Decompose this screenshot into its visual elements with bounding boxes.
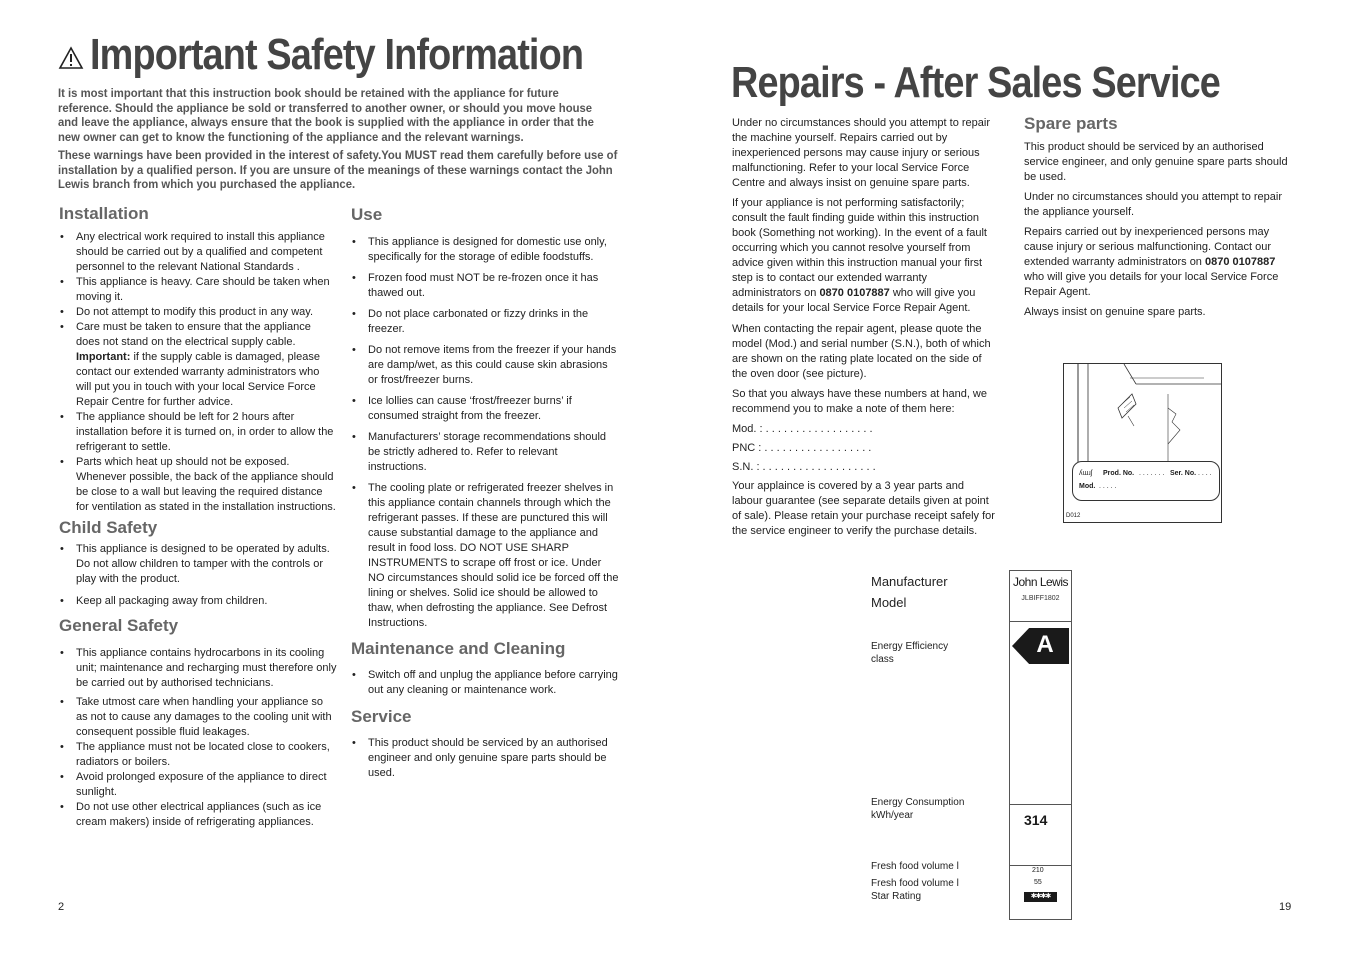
fresh-volume-value-1: 210 (1032, 867, 1044, 874)
energy-label-panel (1009, 570, 1072, 920)
child-safety-heading: Child Safety (59, 518, 158, 537)
list-item (59, 320, 337, 410)
service-list (351, 736, 619, 781)
repairs-paragraph-2-a: If your appliance is not performing satisfactorily; consult the fault finding guide within this instruction book (Something not working). In the event of a fault occurring which you cannot resolve yourself from advice given within this instruction manual your first step is to contact our extended warranty administrators on (732, 197, 987, 299)
installation-list (59, 230, 337, 515)
list-item: • Keep all packaging away from children. (59, 594, 337, 609)
spare-parts-heading: Spare parts (1024, 114, 1118, 133)
list-item: • Ice lollies can cause ‘frost/freezer burns’ if consumed straight from the freezer. (351, 394, 619, 424)
plate-ser-label: Ser. No. (1170, 470, 1197, 477)
left-column (59, 204, 337, 830)
list-item: • Switch off and unplug the appliance before carrying out any cleaning or maintenance work. (351, 668, 619, 698)
consumption-label: Energy Consumption kWh/year (871, 797, 965, 821)
repairs-column (732, 116, 997, 539)
plate-mod-dots: . . . . . (1099, 483, 1117, 490)
list-item: • This appliance is heavy. Care should be taken when moving it. (59, 275, 337, 305)
list-item: • Parts which heat up should not be exposed. Whenever possible, the back of the appliance should be close to a wall but leaving the required distance for ventilation as stated in the installation instructions. (59, 455, 337, 515)
repairs-paragraph-2 (732, 196, 997, 316)
intro-paragraph-1: It is most important that this instruction book should be retained with the appliance for future reference. Should the appliance be sold or transferred to another owner, or should you move house and leave the appliance, always ensure that the book is supplied with the appliance in order that the new owner can get to know the functioning of the appliance and the relevant warnings. (58, 86, 594, 144)
repairs-paragraph-1: Under no circumstances should you attempt to repair the machine yourself. Repairs carried out by inexperienced persons may cause injury or serious malfunctioning. Refer to your local Service Force Centre and always insist on genuine spare parts. (732, 117, 991, 189)
sn-line: S.N. : . . . . . . . . . . . . . . . . . . . (732, 461, 876, 473)
rating-plate-illustration (1063, 363, 1222, 523)
fresh-volume-label-1: Fresh food volume l (871, 861, 959, 872)
intro-paragraph-2: These warnings have been provided in the interest of safety.You MUST read them carefully before use of installation by a qualified person. If you are unsure of the meanings of these warnings contact the John Lewis branch from which you purchased the appliance. (58, 148, 618, 192)
spare-parts-column (1024, 114, 1296, 320)
use-list (351, 235, 619, 631)
spare-paragraph-3-a: Repairs carried out by inexperienced persons may cause injury or serious malfunctioning. Contact our extended warranty administrators on (1024, 226, 1272, 268)
list-item: • This appliance is designed for domestic use only, specifically for the storage of edible foodstuffs. (351, 235, 619, 265)
phone-number: 0870 0107887 (819, 287, 890, 299)
spare-paragraph-3-b: who will give you details for your local Service Force Repair Agent. (1024, 271, 1279, 298)
list-item: • Any electrical work required to install this appliance should be carried out by a qualified and competent personnel to the relevant National Standards . (59, 230, 337, 275)
repairs-paragraph-4: So that you always have these numbers at hand, we recommend you to make a note of them here: (732, 388, 987, 415)
service-heading: Service (351, 707, 412, 726)
plate-logo-icon: ʎɯɹʃ (1079, 470, 1093, 477)
list-item: • Do not place carbonated or fizzy drinks in the freezer. (351, 307, 619, 337)
pnc-line: PNC : . . . . . . . . . . . . . . . . . . (732, 442, 872, 454)
fresh-volume-label-2: Fresh food volume l (871, 878, 959, 889)
list-item: • The appliance should be left for 2 hours after installation before it is turned on, in order to allow the refrigerant to settle. (59, 410, 337, 455)
energy-consumption-value: 314 (1024, 812, 1048, 828)
fresh-volume-value-2: 55 (1034, 879, 1042, 886)
list-item: • Avoid prolonged exposure of the appliance to direct sunlight. (59, 770, 337, 800)
mod-line: Mod. : . . . . . . . . . . . . . . . . . . (732, 423, 873, 435)
plate-ser-dots: . . . . (1198, 470, 1212, 477)
divider (1010, 621, 1071, 622)
model-label: Model (871, 595, 907, 610)
maintenance-list (351, 668, 619, 698)
middle-column (351, 205, 619, 781)
plate-code: D012 (1066, 513, 1081, 519)
page-title-safety: Important Safety Information (90, 30, 584, 79)
list-item: • The cooling plate or refrigerated freezer shelves in this appliance contain channels through which the refrigerant passes. If these are punctured this will cause substantial damage to the appliance and result in food loss. DO NOT USE SHARP INSTRUMENTS to scrape off frost or ice. Under NO circumstances should solid ice be forced off the lining or shelves. Solid ice should be allowed to thaw, when defrosting the appliance. See Defrost Instructions. (351, 481, 619, 631)
installation-heading: Installation (59, 204, 149, 223)
divider (1010, 865, 1071, 866)
repairs-paragraph-2-b: who will give you details for your local Service Force Repair Agent. (732, 287, 976, 314)
manufacturer-label: Manufacturer (871, 574, 948, 589)
plate-prod-label: Prod. No. (1103, 470, 1135, 477)
list-item: • This appliance is designed to be operated by adults. Do not allow children to tamper with the controls or play with the product. (59, 542, 337, 587)
rating-plate (1072, 461, 1220, 501)
repairs-paragraph-5: Your applaince is covered by a 3 year parts and labour guarantee (see separate details given at point of sale). Please retain your purchase receipt safely for the service engineer to verify the purchase details. (732, 480, 995, 537)
spare-paragraph-4: Always insist on genuine spare parts. (1024, 306, 1206, 318)
spare-paragraph-2: Under no circumstances should you attempt to repair the appliance yourself. (1024, 191, 1283, 218)
plate-prod-dots: . . . . . . . (1139, 470, 1165, 477)
star-rating-label: Star Rating (871, 891, 922, 902)
spare-paragraph-3 (1024, 225, 1296, 300)
warning-triangle-icon (58, 46, 84, 70)
general-safety-list (59, 646, 337, 830)
efficiency-grade: A (1036, 631, 1054, 658)
list-item-text: Care must be taken to ensure that the appliance does not stand on the electrical supply cable. (76, 321, 311, 348)
spare-paragraph-1: This product should be serviced by an authorised service engineer, and only genuine spare parts should be used. (1024, 141, 1288, 183)
brand-name: John Lewis (1012, 575, 1069, 589)
child-safety-list (59, 542, 337, 609)
list-item: • Do not attempt to modify this product in any way. (59, 305, 337, 320)
star-rating-icon: ✱✱✱✱ (1024, 892, 1057, 902)
list-item: • Do not use other electrical appliances (such as ice cream makers) inside of refrigerating appliances. (59, 800, 337, 830)
phone-number: 0870 0107887 (1204, 256, 1276, 268)
efficiency-label: Energy Efficiency class (871, 641, 949, 665)
maintenance-heading: Maintenance and Cleaning (351, 639, 566, 658)
list-item: • Do not remove items from the freezer if your hands are damp/wet, as this could cause skin abrasions or frost/freezer burns. (351, 343, 619, 388)
list-item: • The appliance must not be located close to cookers, radiators or boilers. (59, 740, 337, 770)
repairs-paragraph-3: When contacting the repair agent, please quote the model (Mod.) and serial number (S.N.), both of which are shown on the rating plate located on the side of the oven door (see picture). (732, 323, 991, 380)
list-item: • This product should be serviced by an authorised engineer and only genuine spare parts should be used. (351, 736, 619, 781)
general-safety-heading: General Safety (59, 616, 179, 635)
page-title-repairs: Repairs - After Sales Service (731, 58, 1220, 107)
list-item: • Frozen food must NOT be re-frozen once it has thawed out. (351, 271, 619, 301)
list-item: • Manufacturers’ storage recommendations should be strictly adhered to. Refer to relevant instructions. (351, 430, 619, 475)
use-heading: Use (351, 205, 383, 224)
important-label: Important: (76, 351, 131, 363)
list-item: • This appliance contains hydrocarbons in its cooling unit; maintenance and recharging must therefore only be carried out by authorised technicians. (59, 646, 337, 691)
list-item: • Take utmost care when handling your appliance so as not to cause any damages to the cooling unit with consequent possible fluid leakages. (59, 695, 337, 740)
page-number-right: 19 (1279, 901, 1292, 913)
divider (1010, 804, 1071, 805)
page-number-left: 2 (58, 901, 65, 913)
important-text: if the supply cable is damaged, please contact our extended warranty administrators who will put you in touch with your local Service Force Repair Centre for further advice. (76, 351, 320, 408)
model-number: JLBIFF1802 (1021, 595, 1060, 602)
plate-mod-label: Mod. (1079, 483, 1096, 490)
